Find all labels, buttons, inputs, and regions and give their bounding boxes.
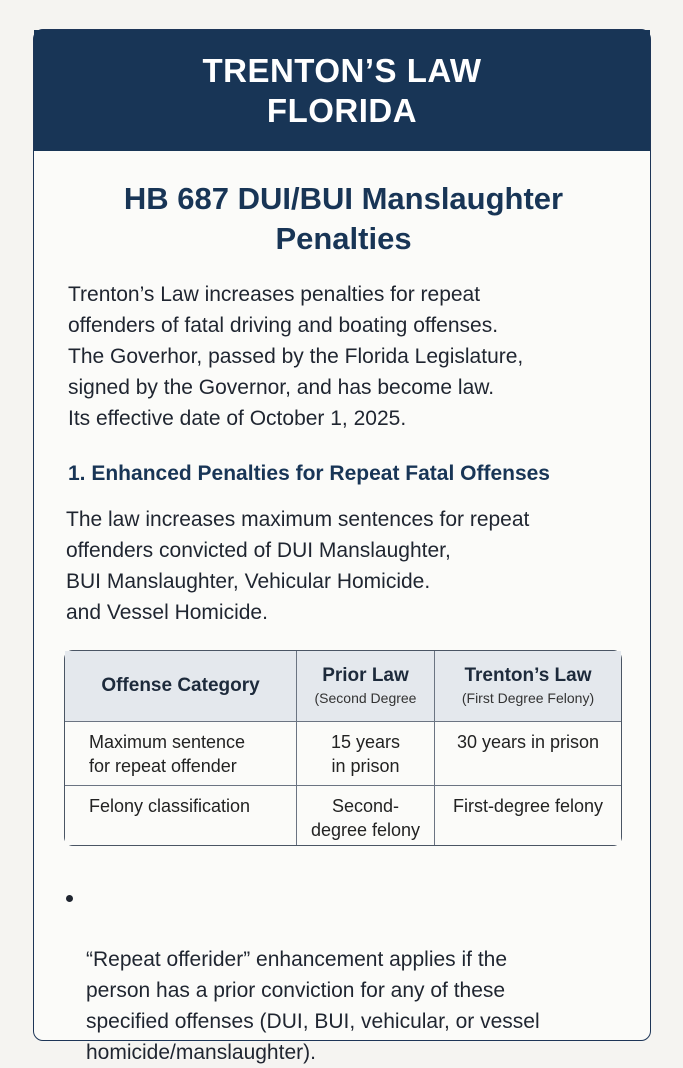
document-body xyxy=(34,179,650,1068)
cell-text: 30 years in prison xyxy=(456,732,600,752)
table-cell-category xyxy=(65,786,297,845)
list-item xyxy=(66,882,621,1068)
column-header-label: Trenton’s Law xyxy=(464,665,592,686)
document-title-text: HB 687 DUI/BUI Manslaughter Penalties xyxy=(123,181,564,256)
table-row xyxy=(65,786,621,845)
document-title xyxy=(66,179,621,259)
bullet-dot-icon xyxy=(66,895,73,902)
list-item-text: “Repeat offerider” enhancement applies if the person has a prior conviction for any of these specified offenses (DUI, BUI, vehicular, or vessel homicide/manslaughter). xyxy=(86,948,540,1064)
header-title: TRENTON’S LAW FLORIDA xyxy=(202,51,482,129)
table-header-row xyxy=(65,651,621,722)
column-header-trentons-law xyxy=(435,651,621,722)
cell-text: Maximum sentence for repeat offender xyxy=(89,732,246,776)
section-heading: 1. Enhanced Penalties for Repeat Fatal Offenses xyxy=(68,462,550,485)
table-cell-trentons-law xyxy=(435,786,621,845)
document-card xyxy=(33,29,651,1064)
bullet-list xyxy=(66,882,621,1068)
column-header-sublabel: (Second Degree xyxy=(314,690,417,706)
header-banner xyxy=(34,30,650,151)
table-cell-trentons-law xyxy=(435,722,621,786)
section-paragraph: The law increases maximum sentences for repeat offenders convicted of DUI Manslaughter, BUI Manslaughter, Vehicular Homicide. and Vessel Homicide. xyxy=(66,508,530,624)
table-cell-prior-law xyxy=(297,722,435,786)
column-header-offense-category xyxy=(65,651,297,722)
column-header-sublabel: (First Degree Felony) xyxy=(461,690,595,706)
cell-text: Second- degree felony xyxy=(310,796,421,840)
column-header-label: Prior Law xyxy=(322,665,409,686)
intro-paragraph: Trenton’s Law increases penalties for repeat offenders of fatal driving and boating offenses. The Goverhor, passed by the Florida Legislature, signed by the Governor, and has become law. Its effective date of October 1, 2025. xyxy=(68,283,524,430)
table-cell-prior-law xyxy=(297,786,435,845)
column-header-prior-law xyxy=(297,651,435,722)
column-header-label: Offense Category xyxy=(101,675,260,696)
penalty-comparison-table xyxy=(64,650,622,846)
cell-text: First-degree felony xyxy=(452,796,604,816)
cell-text: Felony classification xyxy=(89,796,251,816)
table-row xyxy=(65,722,621,786)
table-cell-category xyxy=(65,722,297,786)
cell-text: 15 years in prison xyxy=(330,732,401,776)
